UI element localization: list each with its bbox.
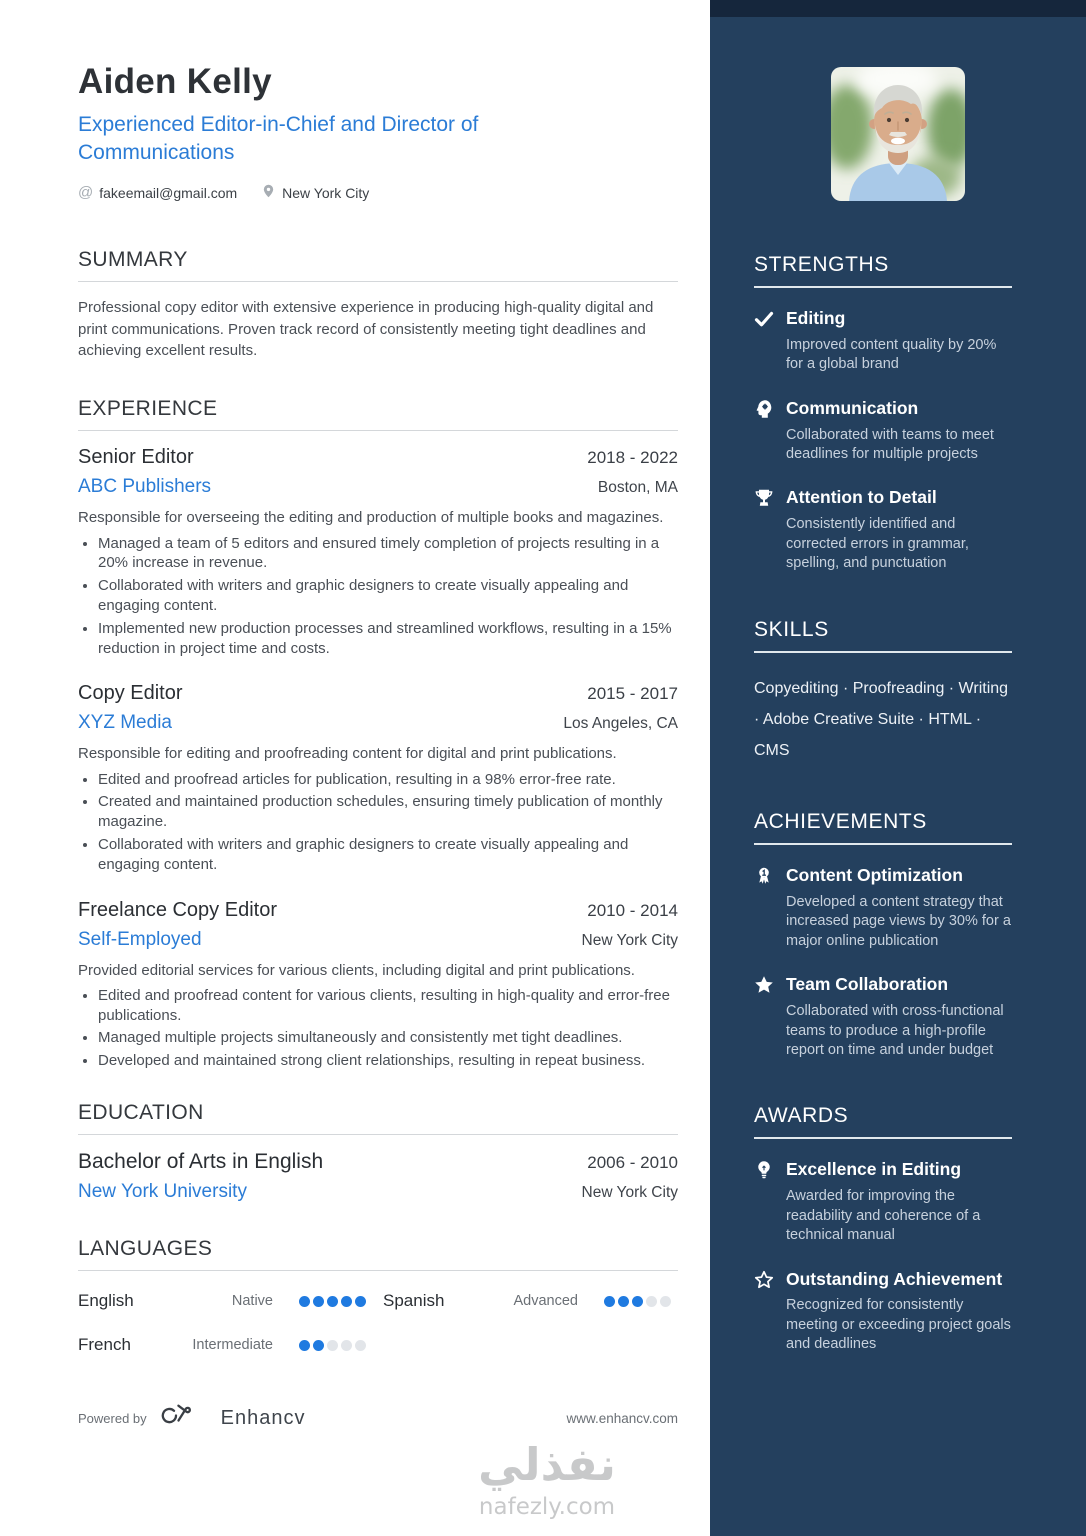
achievements-section — [754, 810, 1012, 1060]
job-description: Responsible for editing and proofreading content for digital and print publications. — [78, 745, 617, 763]
website-link[interactable]: www.enhancv.com — [566, 1410, 678, 1426]
job-description: Provided editorial services for various clients, including digital and print publications. — [78, 961, 635, 979]
sidebar-content — [710, 201, 1086, 1355]
job-entry — [78, 899, 678, 1071]
language-name: English — [78, 1291, 134, 1311]
divider — [78, 430, 678, 431]
sidebar-item-description: Developed a content strategy that increased page views by 30% for a major online publication — [786, 894, 1011, 949]
proficiency-dot-empty — [355, 1340, 366, 1351]
job-bullet: • Managed a team of 5 editors and ensured timely completion of projects resulting in a 20% increase in revenue. — [98, 534, 678, 574]
experience-section — [78, 397, 678, 1071]
achievements-list — [754, 865, 1012, 1060]
head-icon — [754, 399, 774, 465]
sidebar-item-description: Recognized for consistently meeting or exceeding project goals and deadlines — [786, 1297, 1011, 1353]
language-level: Intermediate — [192, 1337, 273, 1354]
job-dates: 2010 - 2014 — [587, 900, 678, 920]
strengths-list — [754, 308, 1012, 574]
job-entry — [78, 446, 678, 658]
location-pin-icon — [261, 183, 276, 202]
sidebar-item-title: Editing — [786, 308, 846, 328]
job-description: Responsible for overseeing the editing and production of multiple books and magazines. — [78, 509, 664, 527]
proficiency-dot-empty — [327, 1340, 338, 1351]
proficiency-dot-filled — [632, 1296, 643, 1307]
sidebar-item — [754, 308, 1012, 375]
sidebar-item-title: Communication — [786, 397, 919, 418]
divider — [754, 651, 1012, 653]
summary-text: Professional copy editor with extensive experience in producing high-quality digital and print communications. Proven track record of consistently meeting tight deadlines and achieving excellent results. — [78, 299, 654, 360]
language-row — [78, 1330, 383, 1360]
languages-heading: LANGUAGES — [78, 1237, 213, 1261]
enhancv-logo-icon — [161, 1402, 207, 1434]
check-icon — [754, 309, 774, 375]
sidebar — [710, 0, 1086, 1536]
job-title: Senior Editor — [78, 446, 194, 469]
job-bullet: • Developed and maintained strong client relationships, resulting in repeat business. — [98, 1051, 678, 1071]
job-bullets — [78, 534, 678, 659]
job-bullet: • Managed multiple projects simultaneously and consistently met tight deadlines. — [98, 1028, 678, 1048]
sidebar-item — [754, 398, 1012, 465]
language-level: Native — [231, 1293, 273, 1310]
job-company[interactable]: ABC Publishers — [78, 476, 212, 498]
divider — [78, 1134, 678, 1135]
job-bullet: • Collaborated with writers and graphic designers to create visually appealing and engaging content. — [98, 576, 678, 616]
language-proficiency-dots — [299, 1296, 366, 1307]
sidebar-item-description: Collaborated with teams to meet deadlines for multiple projects — [786, 426, 994, 463]
job-title: Copy Editor — [78, 682, 183, 705]
proficiency-dot-filled — [618, 1296, 629, 1307]
strengths-heading: STRENGTHS — [754, 253, 889, 276]
email-text[interactable]: fakeemail@gmail.com — [99, 184, 238, 201]
sidebar-item-description: Consistently identified and corrected errors in grammar, spelling, and punctuation — [786, 516, 969, 572]
proficiency-dot-empty — [341, 1340, 352, 1351]
divider — [78, 281, 678, 282]
sidebar-item — [754, 974, 1012, 1060]
location-item — [261, 183, 369, 202]
at-icon: @ — [78, 184, 94, 202]
sidebar-item-title: Outstanding Achievement — [786, 1268, 1003, 1289]
divider — [754, 286, 1012, 288]
brand-name: Enhancv — [220, 1406, 306, 1429]
bulb-icon — [754, 1160, 774, 1245]
awards-list — [754, 1159, 1012, 1354]
language-level: Advanced — [513, 1293, 578, 1310]
trophy-icon — [754, 488, 774, 573]
job-bullets — [78, 986, 678, 1071]
proficiency-dot-filled — [299, 1340, 310, 1351]
education-dates: 2006 - 2010 — [587, 1153, 678, 1173]
sidebar-item-description: Improved content quality by 20% for a global brand — [786, 336, 997, 373]
job-location: Boston, MA — [597, 479, 678, 497]
sidebar-item — [754, 487, 1012, 573]
proficiency-dot-filled — [604, 1296, 615, 1307]
strengths-section — [754, 253, 1012, 574]
proficiency-dot-filled — [341, 1296, 352, 1307]
branding — [78, 1402, 306, 1434]
sidebar-top-strip — [710, 0, 1086, 17]
language-name: Spanish — [383, 1291, 445, 1311]
star-icon — [754, 975, 774, 1060]
divider — [754, 1137, 1012, 1139]
job-bullet: • Created and maintained production schedules, ensuring timely publication of monthly magazine. — [98, 792, 678, 832]
sidebar-item — [754, 1269, 1012, 1355]
job-bullet: • Collaborated with writers and graphic designers to create visually appealing and engaging content. — [98, 835, 678, 875]
jobs-list — [78, 446, 678, 1071]
sidebar-item — [754, 1159, 1012, 1245]
watermark-latin: nafezly.com — [478, 1494, 616, 1520]
star-outline-icon — [754, 1270, 774, 1355]
job-bullet: • Implemented new production processes and streamlined workflows, resulting in a 15% reduction in project time and costs. — [98, 619, 678, 659]
job-location: Los Angeles, CA — [563, 715, 678, 733]
awards-section — [754, 1104, 1012, 1354]
achievements-heading: ACHIEVEMENTS — [754, 810, 927, 834]
language-name: French — [78, 1335, 131, 1355]
education-entry — [78, 1150, 678, 1203]
job-location: New York City — [581, 931, 678, 949]
divider — [754, 843, 1012, 845]
watermark-arabic: نفذلي — [478, 1438, 616, 1491]
language-proficiency-dots — [604, 1296, 671, 1307]
sidebar-item-title: Attention to Detail — [786, 487, 937, 508]
job-bullets — [78, 770, 678, 875]
contact-row — [78, 183, 678, 202]
skills-list: Copyediting · Proofreading · Writing · Adobe Creative Suite · HTML · CMS — [754, 679, 1009, 759]
profile-photo — [831, 67, 965, 201]
job-entry — [78, 682, 678, 874]
language-row — [383, 1286, 678, 1316]
divider — [78, 1270, 678, 1271]
language-row — [78, 1286, 383, 1316]
email-item — [78, 184, 237, 201]
proficiency-dot-filled — [327, 1296, 338, 1307]
sidebar-item-description: Collaborated with cross-functional teams to produce a high-profile report on time and under budget — [786, 1003, 1004, 1058]
job-bullet: • Edited and proofread articles for publication, resulting in a 98% error-free rate. — [98, 770, 678, 790]
education-heading: EDUCATION — [78, 1101, 204, 1125]
proficiency-dot-filled — [299, 1296, 310, 1307]
sidebar-item-description: Awarded for improving the readability and coherence of a technical manual — [786, 1188, 981, 1244]
proficiency-dot-empty — [646, 1296, 657, 1307]
skills-heading: SKILLS — [754, 617, 829, 641]
languages-list — [78, 1286, 678, 1360]
location-text: New York City — [282, 184, 370, 201]
job-title: Freelance Copy Editor — [78, 898, 277, 921]
languages-section — [78, 1237, 678, 1360]
education-location: New York City — [581, 1184, 678, 1202]
degree-title: Bachelor of Arts in English — [78, 1150, 324, 1174]
experience-heading: EXPERIENCE — [78, 397, 218, 421]
summary-heading: SUMMARY — [78, 248, 188, 272]
proficiency-dot-empty — [660, 1296, 671, 1307]
school-name[interactable]: New York University — [78, 1181, 247, 1203]
awards-heading: AWARDS — [754, 1104, 849, 1128]
language-proficiency-dots — [299, 1340, 366, 1351]
medal-icon — [754, 866, 774, 951]
page-footer — [78, 1402, 678, 1434]
proficiency-dot-filled — [313, 1296, 324, 1307]
skills-section — [754, 618, 1012, 767]
education-section — [78, 1101, 678, 1203]
proficiency-dot-filled — [313, 1340, 324, 1351]
powered-by-label: Powered by — [78, 1410, 147, 1426]
summary-section — [78, 248, 678, 361]
sidebar-item-title: Team Collaboration — [786, 974, 949, 995]
person-headline: Experienced Editor-in-Chief and Director of Communications — [78, 113, 479, 164]
job-dates: 2018 - 2022 — [587, 448, 678, 468]
job-company[interactable]: XYZ Media — [78, 712, 172, 734]
job-company[interactable]: Self-Employed — [78, 928, 202, 950]
proficiency-dot-filled — [355, 1296, 366, 1307]
job-bullet: • Edited and proofread content for various clients, resulting in high-quality and error-free publications. — [98, 986, 678, 1026]
sidebar-item-title: Content Optimization — [786, 865, 963, 886]
job-dates: 2015 - 2017 — [587, 684, 678, 704]
sidebar-item — [754, 865, 1012, 951]
sidebar-item-title: Excellence in Editing — [786, 1159, 962, 1180]
person-name: Aiden Kelly — [78, 62, 272, 101]
